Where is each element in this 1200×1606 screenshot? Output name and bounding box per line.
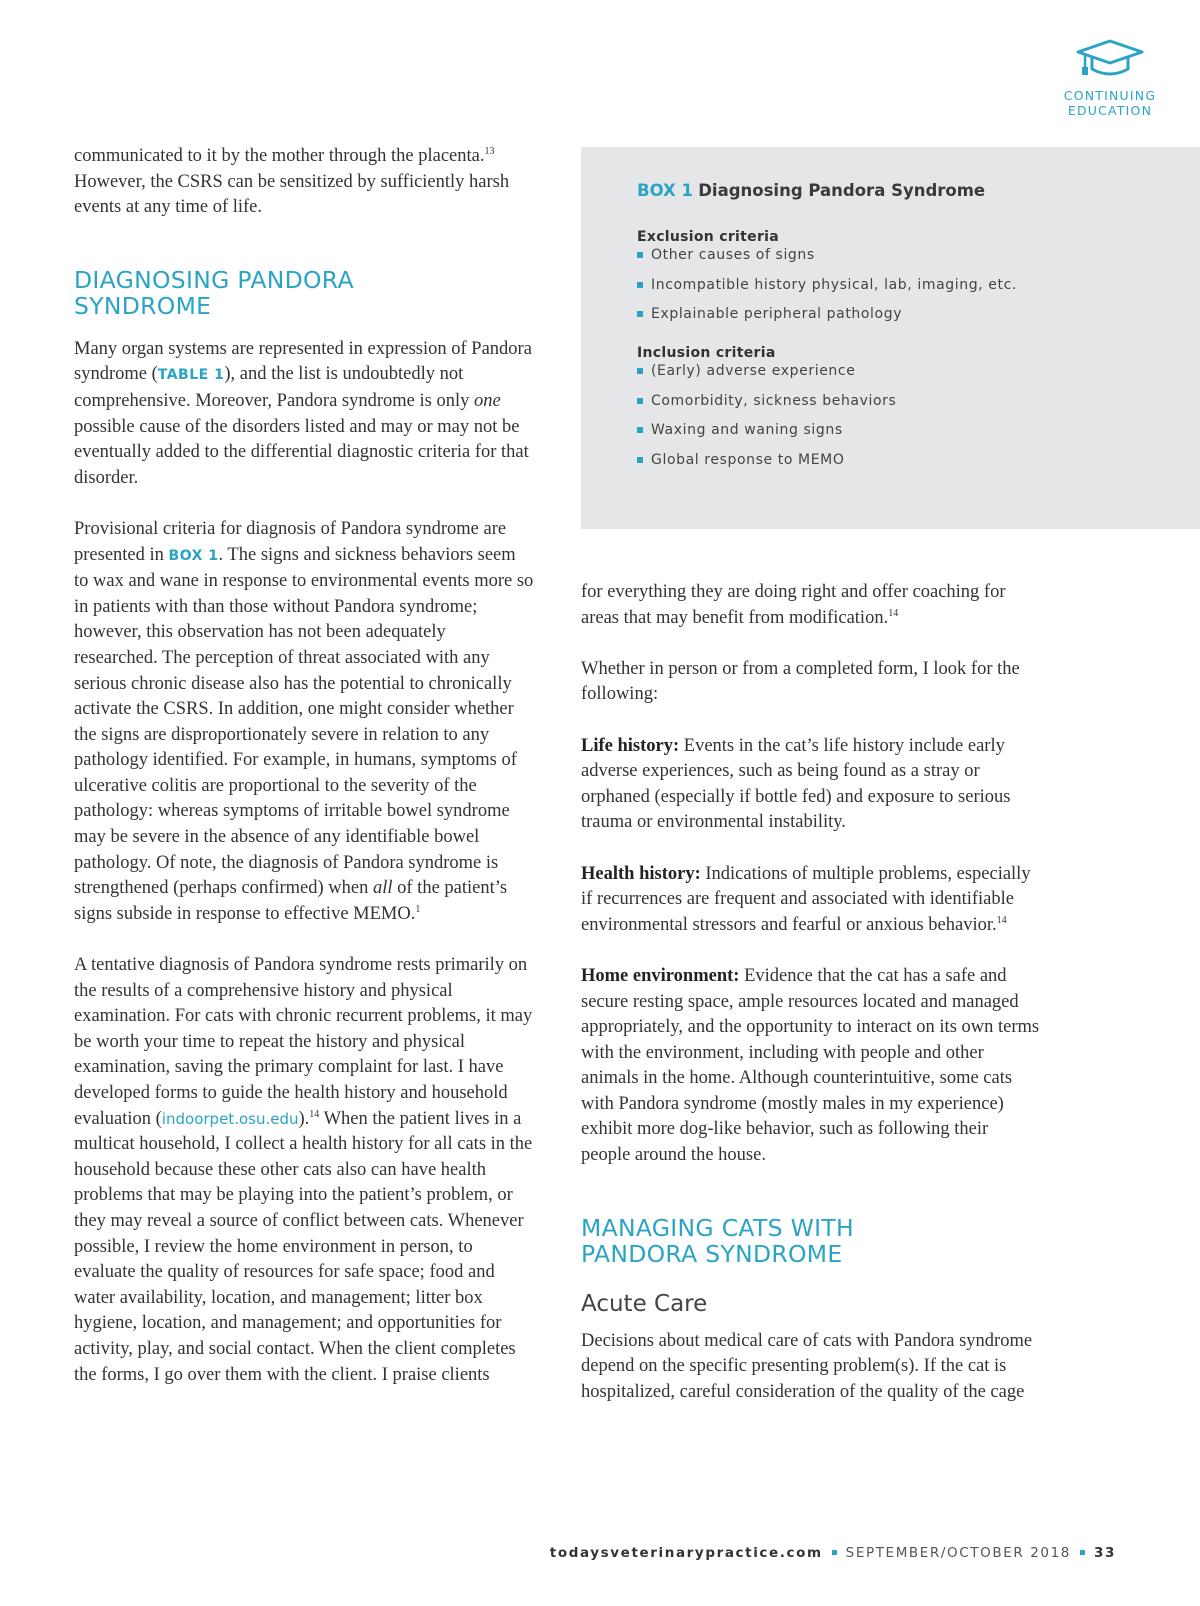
life-history-text: Events in the cat’s life history include early adverse experiences, such as being found as a stray or orphaned (especially if bottle fed) and exposure to serious trauma or environmental instability. [581, 735, 1011, 833]
list-item [637, 421, 896, 439]
list-item [637, 362, 896, 380]
badge-line-2: EDUCATION [1067, 103, 1153, 118]
bullet-icon [637, 282, 643, 288]
intro-text-2: However, the CSRS can be sensitized by sufficiently harsh events at any time of life. [74, 171, 510, 218]
acute-care-paragraph: Decisions about medical care of cats with Pandora syndrome depend on the specific presenting problem(s). If the cat is hospitalized, careful consideration of the quality of the cage [581, 1330, 1033, 1402]
footer-issue: SEPTEMBER/OCTOBER 2018 [845, 1545, 1071, 1561]
exclusion-criteria [637, 228, 1017, 335]
managing-heading-line-1: MANAGING CATS WITH [581, 1213, 854, 1242]
para1-text-2: ), and the list is undoubtedly not comprehensive. Moreover, Pandora syndrome is only [74, 364, 474, 411]
diagnosing-paragraph-2 [74, 517, 534, 928]
reference-14: 14 [309, 1108, 320, 1120]
diagnosing-heading-line-1: DIAGNOSING PANDORA [74, 265, 354, 294]
separator-dot-icon [1080, 1550, 1085, 1555]
para3-text-3: When the patient lives in a multicat household, I collect a health history for all cats in the household because these other cats also can have health problems that may be playing into the patient’s problem, or they may reveal a source of conflict between cats. Whenever possible, I review the home environment in person, to evaluate the quality of resources for safe space; food and water availability, location, and management; litter box hygiene, location, and management; and opportunities for activity, play, and social contact. When the client completes the forms, I go over them with the client. I praise clients [74, 1108, 533, 1385]
life-history-paragraph [581, 734, 1041, 836]
managing-heading [581, 1215, 1041, 1267]
reference-13: 13 [484, 145, 495, 157]
list-item [637, 451, 896, 469]
para2-text-3: of the patient’s signs subside in response to effective MEMO. [74, 878, 508, 924]
para2-emphasis: all [372, 878, 393, 899]
bullet-icon [637, 368, 643, 374]
para2-text-1: Provisional criteria for diagnosis of Pandora syndrome are presented in [74, 518, 507, 565]
health-history-lead: Health history: [581, 863, 701, 884]
box-number: BOX 1 [637, 181, 693, 200]
home-environment-text: Evidence that the cat has a safe and secure resting space, ample resources located and managed appropriately, and the opportunity to interact on its own terms with the environment, including with people and other animals in the home. Although counterintuitive, some cats with Pandora syndrome (mostly males in my experience) exhibit more dog-like behavior, such as following their people around the house. [581, 965, 1040, 1166]
health-history-text: Indications of multiple problems, especially if recurrences are frequent and associated with identifiable environmental stressors and fearful or anxious behavior. [581, 863, 1031, 935]
left-column [74, 144, 534, 1388]
bullet-icon [637, 398, 643, 404]
badge-line-1: CONTINUING [1063, 88, 1157, 103]
para3-text-2: ). [298, 1108, 310, 1129]
list-item-text: Comorbidity, sickness behaviors [651, 392, 897, 409]
list-item-text: Incompatible history physical, lab, imaging, etc. [651, 276, 1017, 293]
acute-care-heading: Acute Care [581, 1290, 708, 1317]
health-history-paragraph [581, 862, 1041, 939]
indoorpet-link[interactable]: indoorpet.osu.edu [161, 1109, 299, 1128]
right-paragraph-2: Whether in person or from a completed form, I look for the following: [581, 658, 1020, 705]
exclusion-label: Exclusion criteria [637, 229, 779, 245]
diagnosing-heading [74, 267, 534, 319]
bullet-icon [637, 427, 643, 433]
intro-paragraph [74, 144, 534, 221]
list-item [637, 305, 1017, 323]
box-1-panel [581, 147, 1200, 529]
list-item [637, 392, 896, 410]
inclusion-criteria [637, 344, 896, 480]
para3-text-1: A tentative diagnosis of Pandora syndrome rests primarily on the results of a comprehensive history and physical examination. For cats with chronic recurrent problems, it may be worth your time to repeat the history and physical examination, saving the primary complaint for last. I have developed forms to guide the health history and household evaluation ( [74, 955, 533, 1129]
page-number: 33 [1094, 1545, 1116, 1561]
bullet-icon [637, 252, 643, 258]
reference-14: 14 [888, 607, 899, 619]
para1-text-1: Many organ systems are represented in expression of Pandora syndrome ( [74, 338, 532, 385]
list-item-text: Global response to MEMO [651, 451, 845, 468]
right-column [581, 580, 1041, 1405]
intro-text-1: communicated to it by the mother through the placenta. [74, 146, 485, 166]
right-paragraph-1 [581, 580, 1041, 631]
box-name: Diagnosing Pandora Syndrome [698, 181, 986, 200]
footer-site[interactable]: todaysveterinarypractice.com [549, 1545, 823, 1561]
box-1-link[interactable]: BOX 1 [168, 547, 219, 564]
list-item-text: Other causes of signs [651, 247, 815, 263]
bullet-icon [637, 457, 643, 463]
list-item-text: (Early) adverse experience [651, 363, 856, 379]
para1-emphasis: one [474, 390, 501, 411]
box-1-title [637, 181, 985, 200]
life-history-lead: Life history: [581, 735, 680, 756]
diagnosing-heading-line-2: SYNDROME [74, 291, 212, 320]
inclusion-label: Inclusion criteria [637, 345, 776, 361]
diagnosing-paragraph-3 [74, 953, 534, 1388]
list-item-text: Explainable peripheral pathology [651, 306, 903, 322]
right-para1-text: for everything they are doing right and offer coaching for areas that may benefit from modification. [581, 582, 1006, 628]
diagnosing-paragraph-1 [74, 337, 534, 492]
para2-text-2: . The signs and sickness behaviors seem to wax and wane in response to environmental events more so in patients with than those without Pandora syndrome; however, this observation has not been adequately researched. The perception of threat associated with any serious chronic disease also has the potential to chronically activate the CSRS. In addition, one might consider whether the signs are disproportionately severe in relation to any pathology identified. For example, in humans, symptoms of ulcerative colitis are proportional to the severity of the pathology: whereas symptoms of irritable bowel syndrome may be severe in the absence of any identifiable bowel pathology. Of note, the diagnosis of Pandora syndrome is strengthened (perhaps confirmed) when [74, 544, 534, 899]
separator-dot-icon [832, 1550, 837, 1555]
reference-1: 1 [415, 903, 421, 915]
bullet-icon [637, 311, 643, 317]
page-footer [550, 1545, 1116, 1561]
graduation-cap-icon [1075, 38, 1145, 80]
list-item [637, 246, 1017, 264]
table-1-link[interactable]: TABLE 1 [157, 367, 225, 384]
managing-heading-line-2: PANDORA SYNDROME [581, 1239, 843, 1268]
home-environment-lead: Home environment: [581, 965, 740, 986]
reference-14: 14 [996, 914, 1007, 926]
home-environment-paragraph [581, 964, 1041, 1169]
para1-text-3: possible cause of the disorders listed and may or may not be eventually added to the differential diagnostic criteria for that disorder. [74, 416, 529, 488]
continuing-education-badge [1054, 38, 1166, 118]
list-item-text: Waxing and waning signs [651, 422, 843, 438]
list-item [637, 276, 1017, 294]
